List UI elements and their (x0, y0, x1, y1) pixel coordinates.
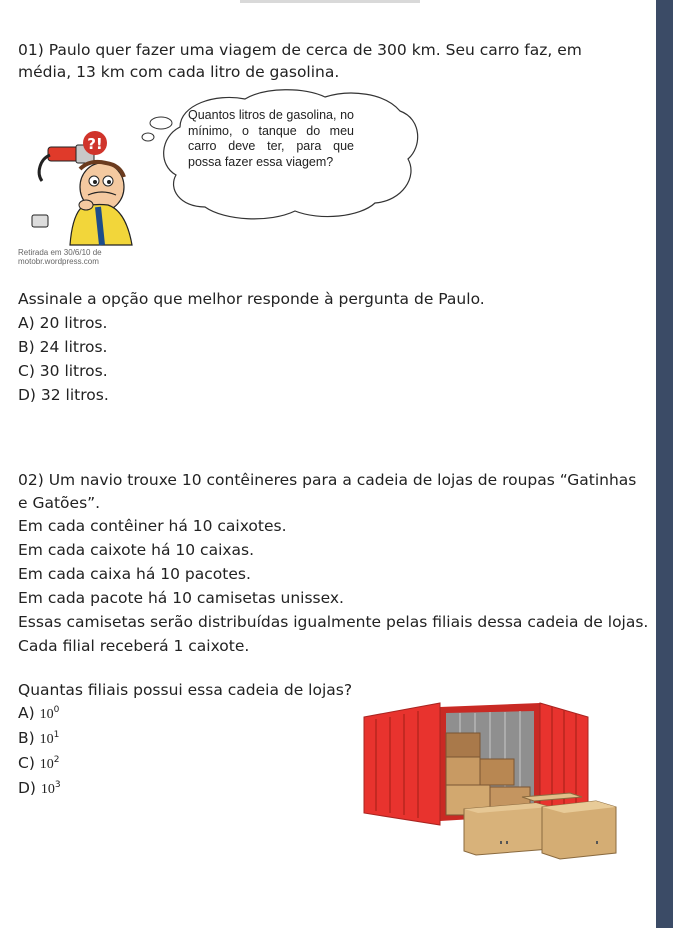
q2-option-c (18, 754, 60, 773)
q2-option-d-exponent: 3 (54, 779, 61, 790)
q1-option-b: B) 24 litros. (18, 338, 108, 356)
q2-paragraph-1: Essas camisetas serão distribuídas igualmente pelas filiais dessa cadeia de lojas. (18, 613, 649, 631)
image-credit-line1: Retirada em 30/6/10 de (18, 248, 102, 257)
q1-option-d: D) 32 litros. (18, 386, 109, 404)
image-credit (18, 248, 102, 266)
q2-option-d (18, 779, 61, 798)
q1-statement-line2: média, 13 km com cada litro de gasolina. (18, 63, 340, 81)
q2-option-b-exponent: 1 (53, 729, 60, 740)
cartoon-man (32, 162, 132, 245)
q2-question: Quantas filiais possui essa cadeia de lojas? (18, 681, 353, 699)
q2-option-b-base: 10 (39, 732, 54, 747)
q2-bullet-1: Em cada contêiner há 10 caixotes. (18, 517, 287, 535)
q2-option-d-base: 10 (40, 782, 55, 797)
q2-option-b-label: B) (18, 729, 40, 747)
q2-option-a-label: A) (18, 704, 40, 722)
image-credit-line2: motobr.wordpress.com (18, 257, 99, 266)
q1-statement-line1: 01) Paulo quer fazer uma viagem de cerca de 300 km. Seu carro faz, em (18, 41, 582, 59)
q2-option-a-exponent: 0 (53, 704, 60, 715)
q2-option-d-label: D) (18, 779, 41, 797)
q2-bullet-3: Em cada caixa há 10 pacotes. (18, 565, 251, 583)
q2-option-c-exponent: 2 (53, 754, 60, 765)
q2-option-a (18, 704, 59, 723)
q1-prompt: Assinale a opção que melhor responde à pergunta de Paulo. (18, 290, 485, 308)
q1-option-c: C) 30 litros. (18, 362, 108, 380)
q2-bullet-2: Em cada caixote há 10 caixas. (18, 541, 255, 559)
thought-bubble-text: Quantos litros de gasolina, no mínimo, o tanque do meu carro deve ter, para que possa fazer essa viagem? (188, 108, 354, 169)
q2-option-c-label: C) (18, 754, 40, 772)
q1-option-a: A) 20 litros. (18, 314, 108, 332)
question-mark-icon (83, 131, 107, 155)
q2-option-b (18, 729, 59, 748)
q2-option-a-base: 10 (39, 707, 54, 722)
top-crop-fragment (240, 0, 420, 6)
shipping-container-illustration (360, 695, 630, 865)
svg-text:?!: ?! (87, 135, 103, 153)
vertical-scrollbar[interactable] (656, 0, 673, 928)
q2-statement-line2: e Gatões”. (18, 494, 101, 512)
q2-bullet-4: Em cada pacote há 10 camisetas unissex. (18, 589, 344, 607)
q2-option-c-base: 10 (39, 757, 54, 772)
q2-statement-line1: 02) Um navio trouxe 10 contêineres para a cadeia de lojas de roupas “Gatinhas (18, 471, 637, 489)
q2-paragraph-2: Cada filial receberá 1 caixote. (18, 637, 250, 655)
